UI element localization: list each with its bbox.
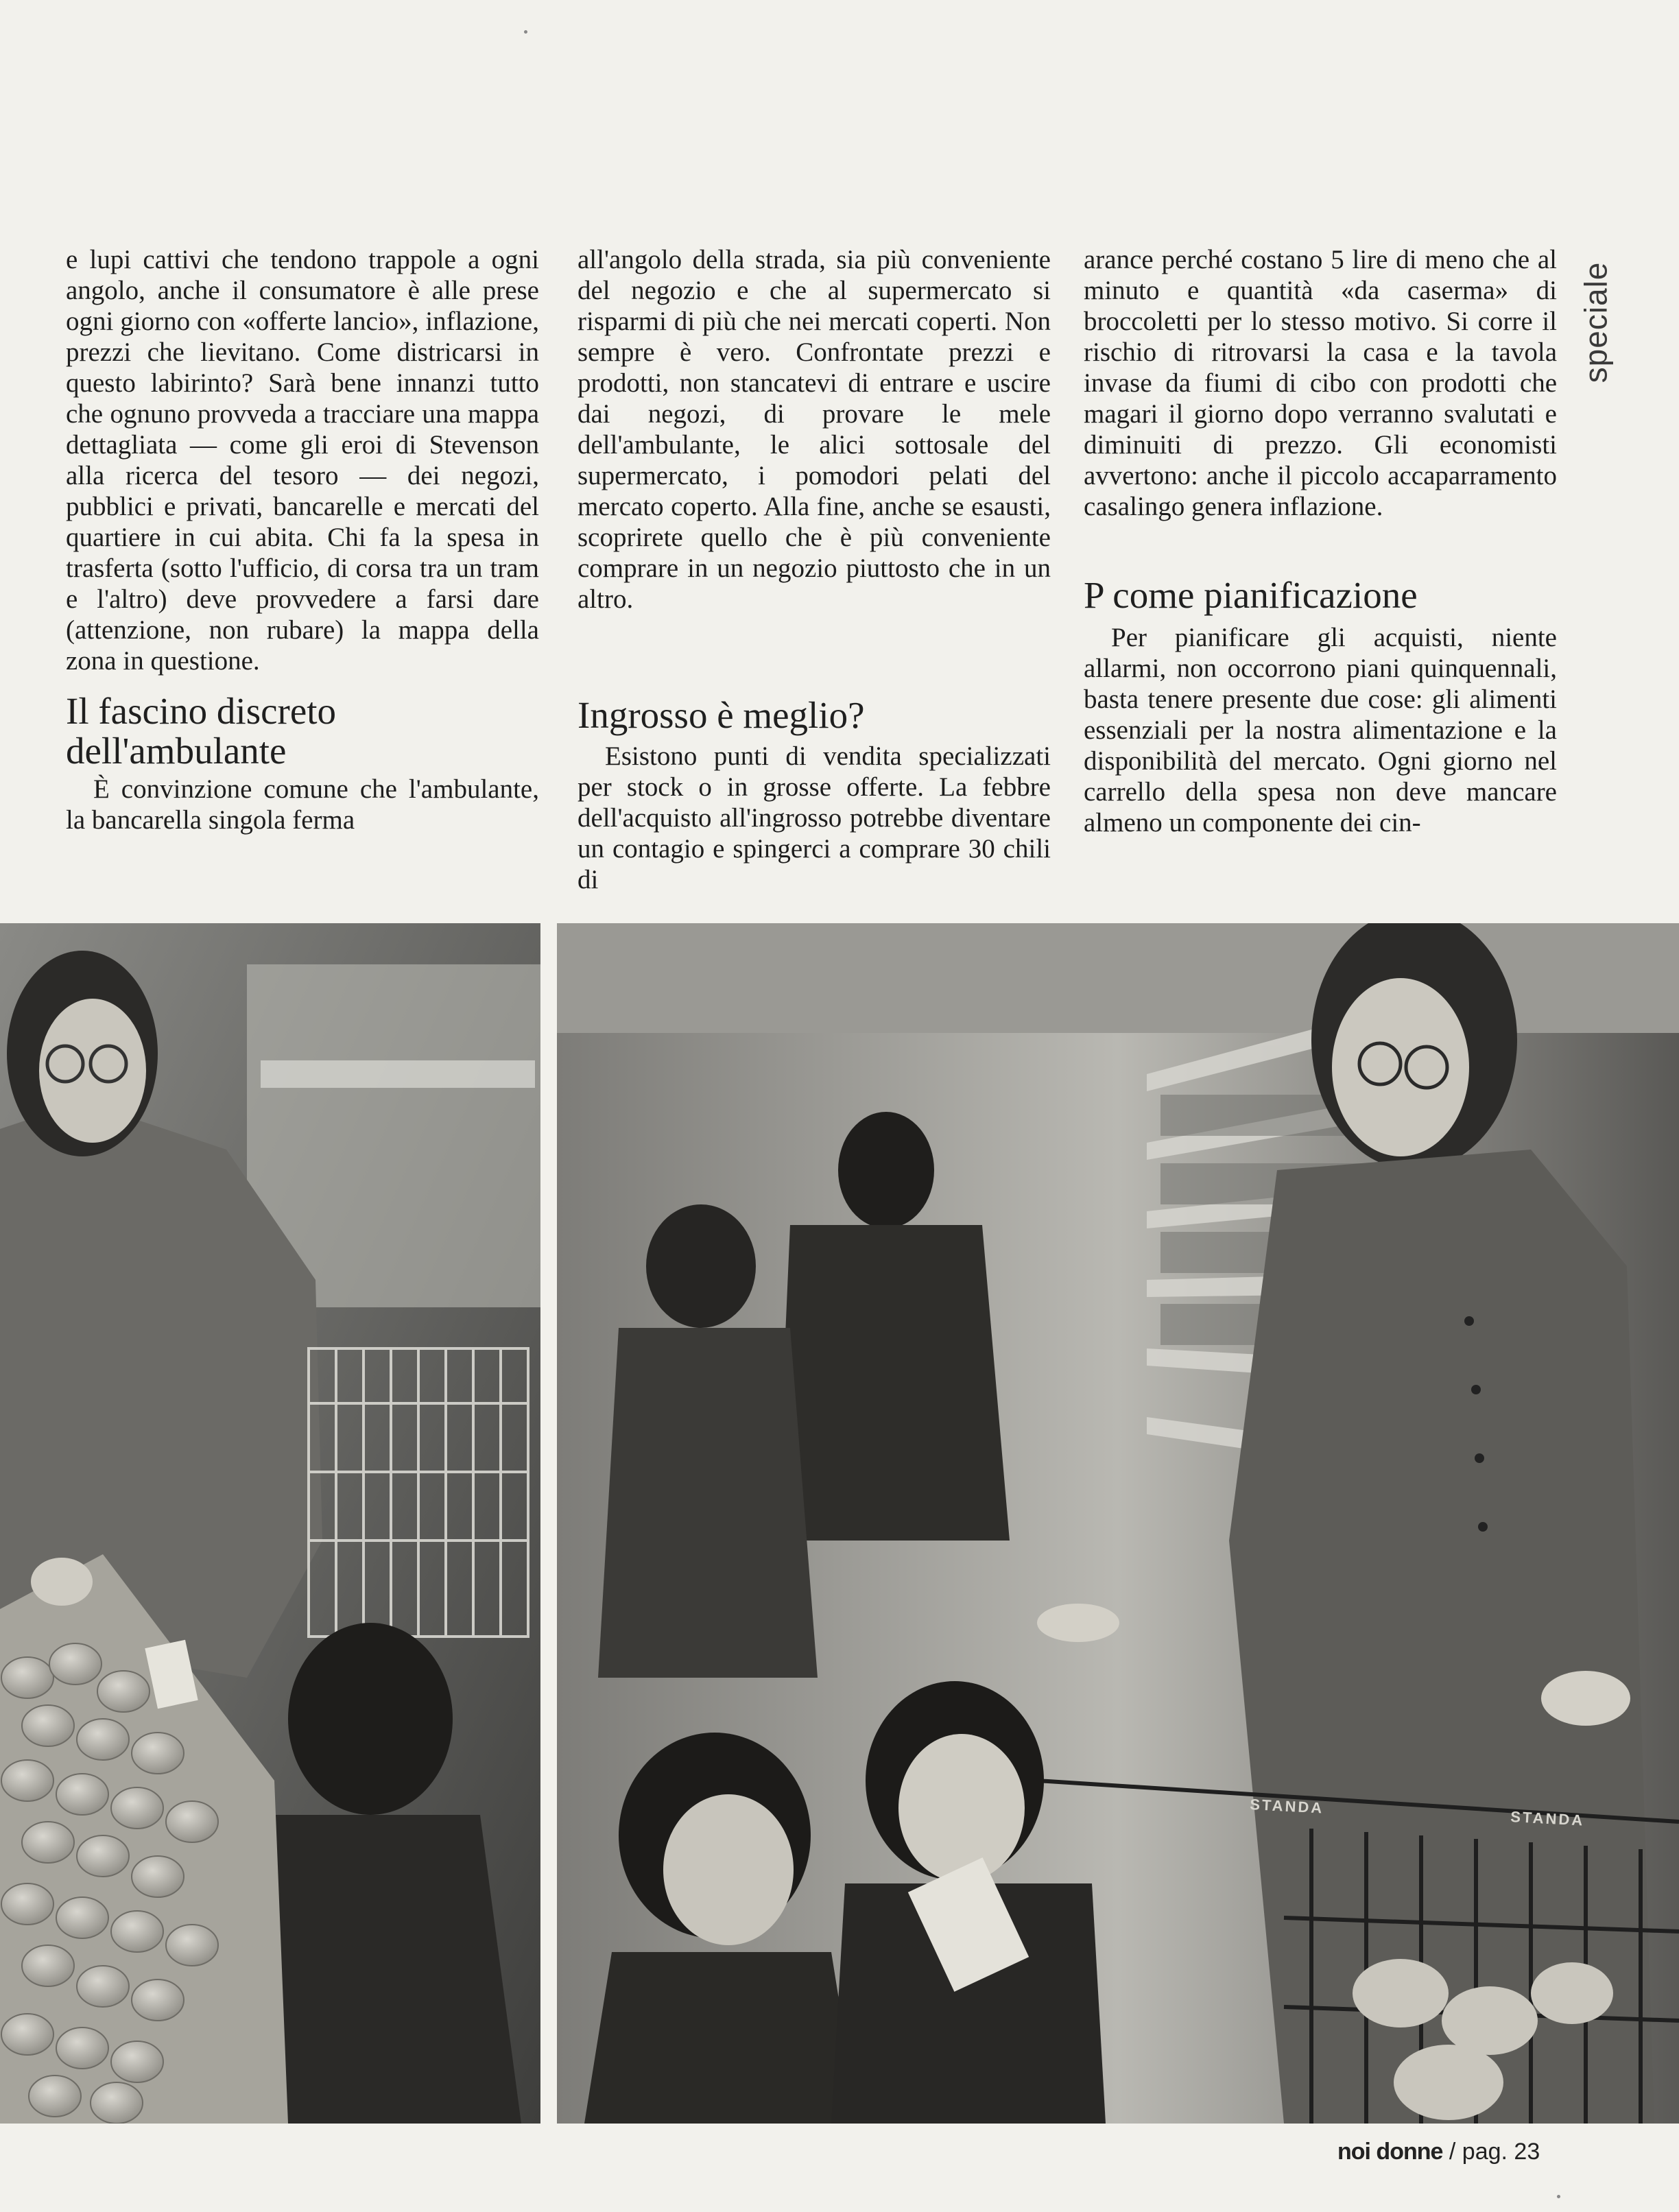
article-column-2 <box>577 244 1051 895</box>
article-column-3 <box>1084 244 1557 838</box>
paragraph: Esistono punti di vendita specializzati per stock o in grosse offerte. La febbre dell'acquisto all'ingrosso potrebbe diventare un contagio e spingerci a comprare 30 chili di <box>577 741 1051 894</box>
footer-separator: / <box>1449 2139 1456 2165</box>
photo-supermarket-aisle <box>557 923 1679 2124</box>
subheading: P come pianificazione <box>1084 574 1418 616</box>
paragraph: all'angolo della strada, sia più conveniente del negozio e che al supermercato si risparmi di più che nei mercati coperti. Non sempre è vero. Confrontate prezzi e prodotti, non stancatevi di entrare e uscire dai negozi, di provare le mele dell'ambulante, le alici sottosale del supermercato, i pomodori pelati del mercato coperto. Alla fine, anche se esausti, scoprirete quello che è più conveniente comprare in un negozio piuttosto che in un altro. <box>577 245 1051 614</box>
photo-potatoes <box>0 923 540 2124</box>
page-label: pag. <box>1462 2139 1508 2165</box>
section-label <box>1575 247 1616 398</box>
paragraph: È convinzione comune che l'ambulante, la bancarella singola ferma <box>66 774 539 835</box>
page-number: 23 <box>1514 2139 1540 2165</box>
article-column-1 <box>66 244 539 835</box>
bleed-through-text <box>933 60 1550 102</box>
photo-potatoes-illustration <box>0 923 540 2124</box>
speck <box>1557 2195 1560 2198</box>
subheading: Il fascino discreto dell'ambulante <box>66 690 337 772</box>
section-label-text: speciale <box>1577 261 1613 383</box>
photo-supermarket-illustration <box>557 923 1679 2124</box>
cart-brand-label: STANDA <box>1249 1796 1324 1817</box>
magazine-name: noi donne <box>1337 2139 1443 2165</box>
paragraph: Per pianificare gli acquisti, niente allarmi, non occorrono piani quinquennali, basta tenere presente due cose: gli alimenti essenziali per la nostra alimentazione e la disponibilità del mercato. Ogni giorno nel carrello della spesa non deve mancare almeno un componente dei cin- <box>1084 623 1557 837</box>
paragraph: arance perché costano 5 lire di meno che al minuto e quantità «da caserma» di broccoletti per lo stesso motivo. Si corre il rischio di ritrovarsi la casa e la tavola invase da fiumi di cibo con prodotti che magari il giorno dopo verranno svalutati e diminuiti di prezzo. Gli economisti avvertono: anche il piccolo accaparramento casalingo genera inflazione. <box>1084 245 1557 521</box>
page-footer <box>1337 2139 1540 2173</box>
paragraph: e lupi cattivi che tendono trappole a ogni angolo, anche il consumatore è alle prese ogni giorno con «offerte lancio», inflazione, prezzi che lievitano. Come districarsi in questo labirinto? Sarà bene innanzi tutto che ognuno provveda a tracciare una mappa dettagliata — come gli eroi di Stevenson alla ricerca del tesoro — dei negozi, pubblici e privati, bancarelle e mercati del quartiere in cui abita. Chi fa la spesa in trasferta (sotto l'ufficio, di corsa tra un tram e l'altro) deve provvedere a farsi dare (attenzione, non rubare) la mappa della zona in questione. <box>66 245 539 676</box>
cart-brand-label: STANDA <box>1510 1808 1585 1829</box>
speck <box>524 30 527 34</box>
subheading: Ingrosso è meglio? <box>577 694 865 736</box>
